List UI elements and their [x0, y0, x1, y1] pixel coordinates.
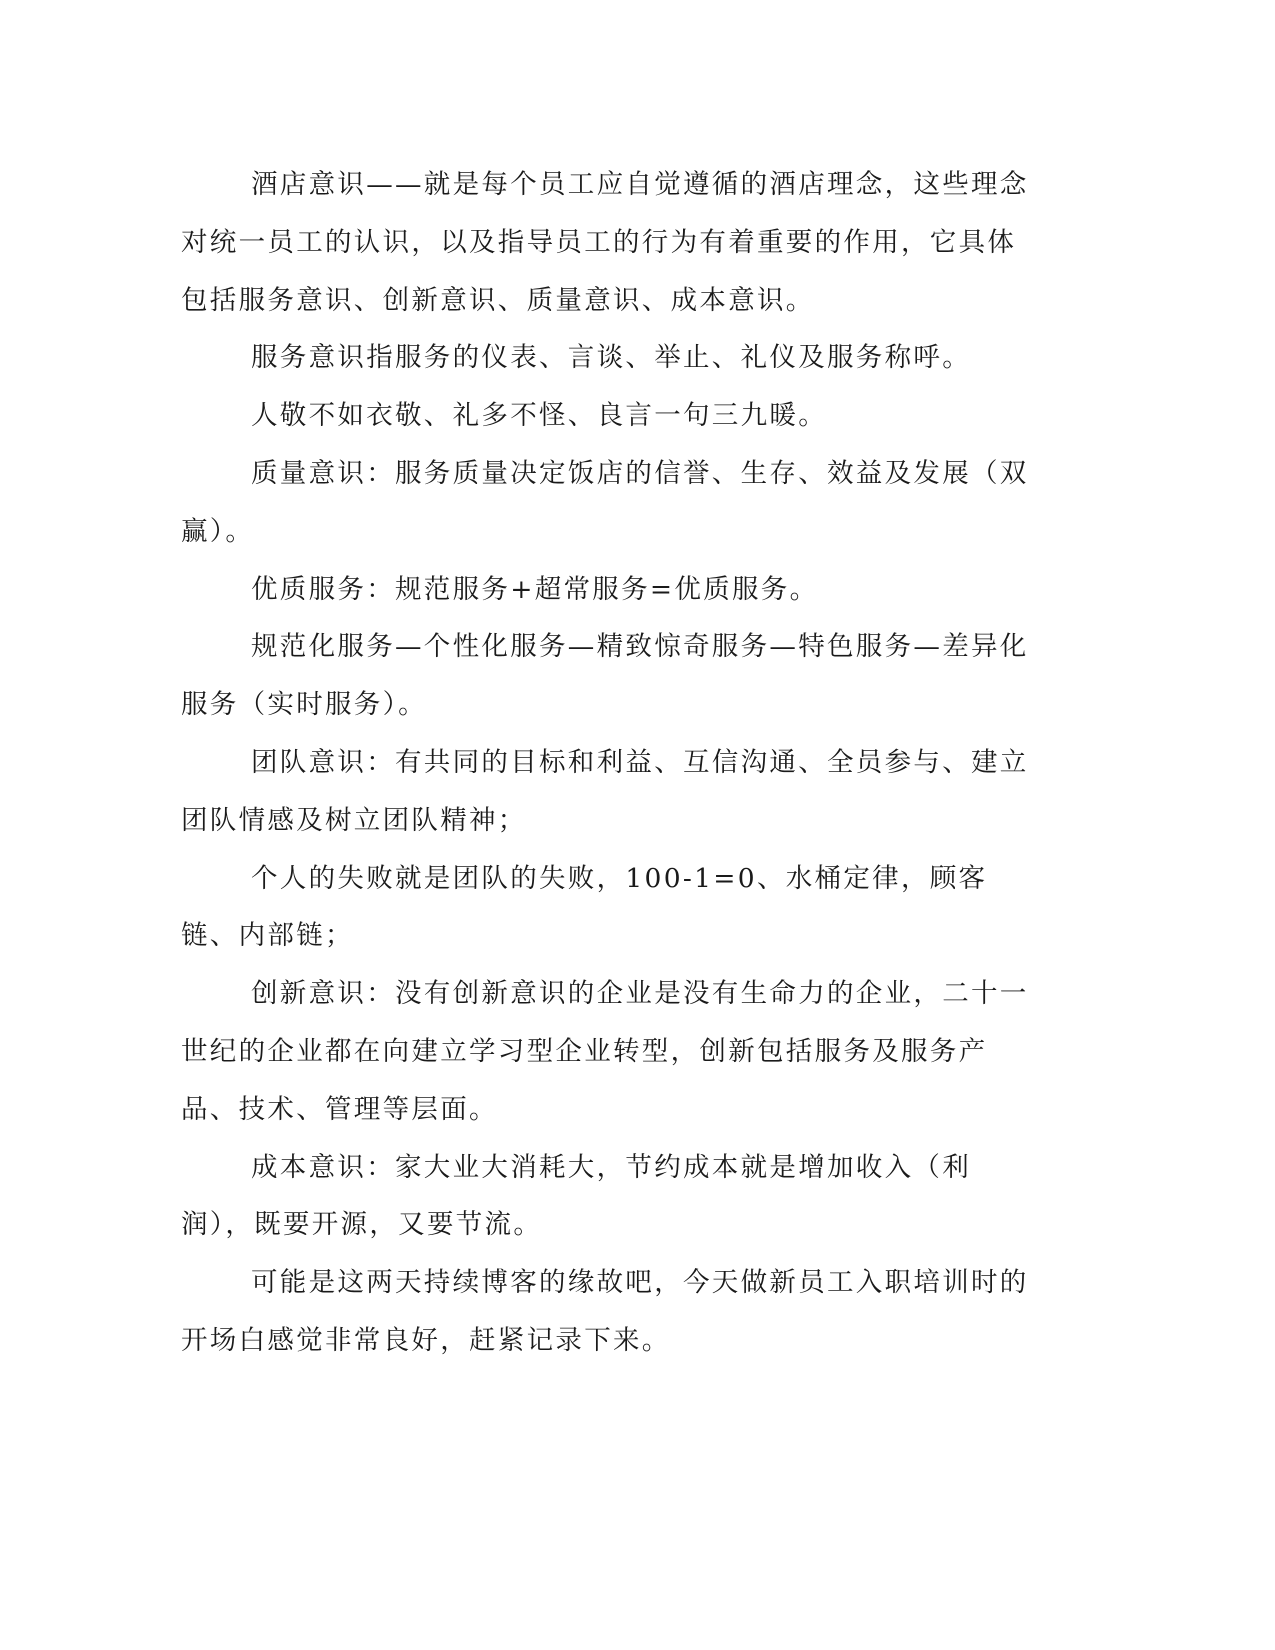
- paragraph-quality-awareness: 质量意识：服务质量决定饭店的信誉、生存、效益及发展（双赢）。: [181, 457, 1029, 547]
- paragraph-quality-service: 优质服务：规范服务+超常服务=优质服务。: [251, 573, 819, 605]
- paragraph-closing-note: 可能是这两天持续博客的缘故吧，今天做新员工入职培训时的开场白感觉非常良好，赶紧记录下来。: [181, 1267, 1029, 1356]
- paragraph-service-levels: 规范化服务—个性化服务—精致惊奇服务—特色服务—差异化服务（实时服务）。: [181, 631, 1029, 721]
- paragraph-service-awareness: 服务意识指服务的仪表、言谈、举止、礼仪及服务称呼。: [251, 342, 971, 374]
- paragraph-courtesy-saying: 人敬不如衣敬、礼多不怪、良言一句三九暖。: [251, 400, 827, 432]
- document-body: [181, 156, 1031, 1370]
- paragraph-cost-awareness: 成本意识：家大业大消耗大，节约成本就是增加收入（利润），既要开源，又要节流。: [181, 1151, 971, 1241]
- paragraph-hotel-awareness: 酒店意识——就是每个员工应自觉遵循的酒店理念，这些理念对统一员工的认识，以及指导员工的行为有着重要的作用，它具体包括服务意识、创新意识、质量意识、成本意识。: [181, 169, 1029, 316]
- paragraph-team-awareness: 团队意识：有共同的目标和利益、互信沟通、全员参与、建立团队情感及树立团队精神；: [181, 746, 1029, 836]
- paragraph-innovation-awareness: 创新意识：没有创新意识的企业是没有生命力的企业，二十一世纪的企业都在向建立学习型企业转型，创新包括服务及服务产品、技术、管理等层面。: [181, 978, 1029, 1125]
- paragraph-team-failure: 个人的失败就是团队的失败，100-1=0、水桶定律，顾客链、内部链；: [181, 862, 988, 952]
